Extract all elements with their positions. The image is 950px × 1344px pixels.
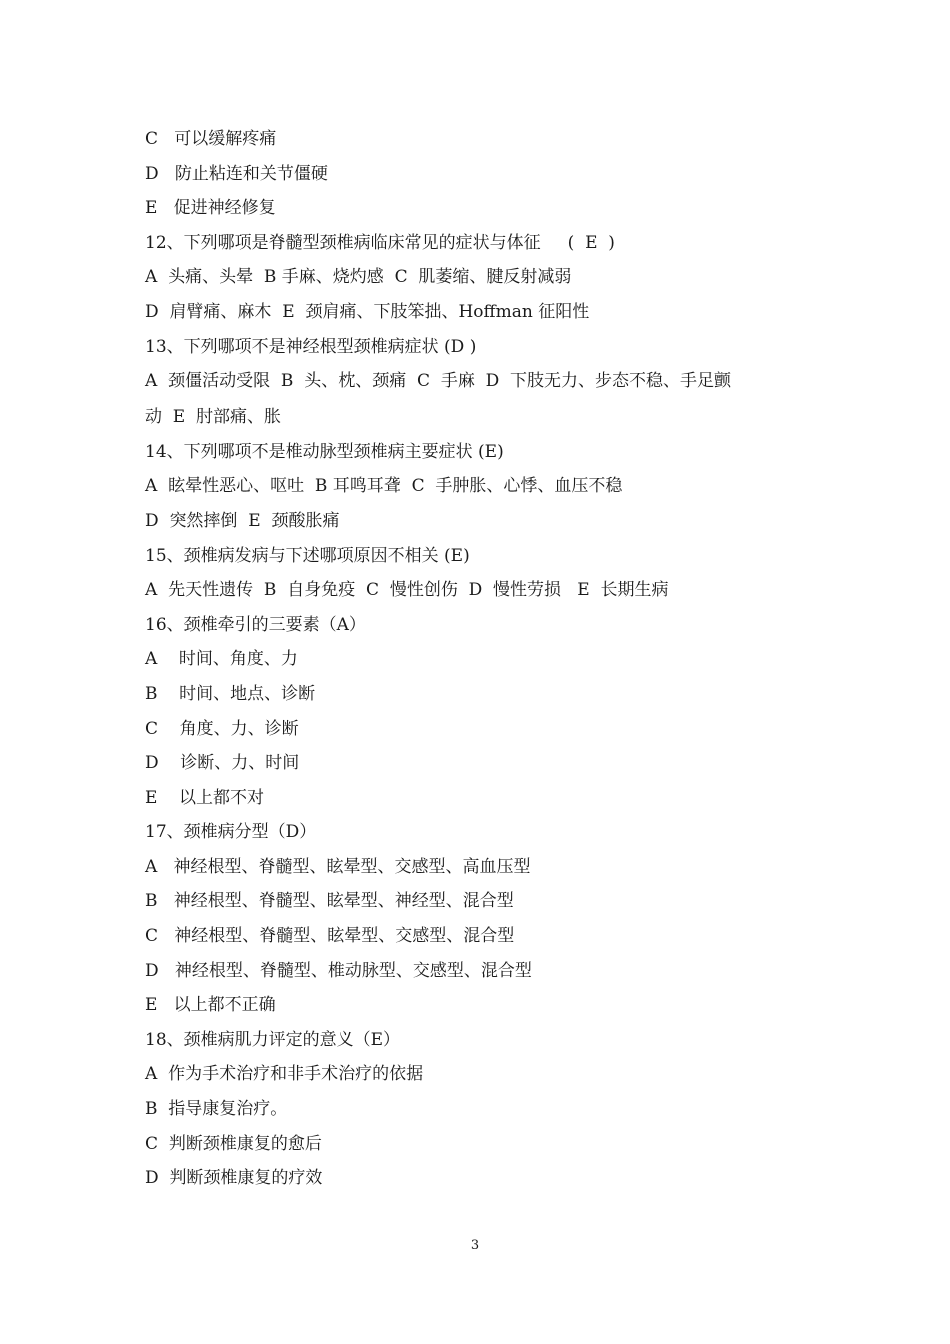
question-line: 12、下列哪项是脊髓型颈椎病临床常见的症状与体征 ( E ) — [145, 232, 615, 253]
option-line: C 神经根型、脊髓型、眩晕型、交感型、混合型 — [145, 926, 515, 947]
question-line: 15、颈椎病发病与下述哪项原因不相关 (E) — [145, 545, 470, 566]
option-line: E 促进神经修复 — [145, 198, 276, 219]
option-line: 动 E 肘部痛、胀 — [145, 406, 282, 427]
option-line: E 以上都不正确 — [145, 995, 276, 1016]
page-number: 3 — [470, 1238, 480, 1253]
question-line: 17、颈椎病分型（D） — [145, 822, 317, 843]
option-line: B 时间、地点、诊断 — [145, 683, 316, 704]
option-line: A 作为手术治疗和非手术治疗的依据 — [145, 1064, 424, 1085]
option-line: C 角度、力、诊断 — [145, 718, 299, 739]
option-line: B 指导康复治疗。 — [145, 1099, 288, 1120]
option-line: E 以上都不对 — [145, 787, 265, 808]
question-line: 13、下列哪项不是神经根型颈椎病症状 (D ) — [145, 336, 477, 357]
option-line: C 可以缓解疼痛 — [145, 129, 277, 149]
option-line: A 时间、角度、力 — [145, 649, 298, 670]
option-line: C 判断颈椎康复的愈后 — [145, 1133, 322, 1154]
option-line: D 突然摔倒 E 颈酸胀痛 — [145, 510, 340, 531]
option-line: D 防止粘连和关节僵硬 — [145, 163, 328, 184]
option-line: D 神经根型、脊髓型、椎动脉型、交感型、混合型 — [145, 960, 532, 981]
question-text-block — [145, 122, 815, 1196]
option-line: A 先天性遗传 B 自身免疫 C 慢性创伤 D 慢性劳损 E 长期生病 — [145, 580, 669, 601]
question-line: 16、颈椎牵引的三要素（A） — [145, 614, 366, 635]
option-line: D 判断颈椎康复的疗效 — [145, 1168, 323, 1189]
option-line: A 头痛、头晕 B 手麻、烧灼感 C 肌萎缩、腱反射减弱 — [145, 267, 572, 288]
option-line: D 肩臂痛、麻木 E 颈肩痛、下肢笨拙、Hoffman 征阳性 — [145, 301, 590, 322]
option-line: A 眩晕性恶心、呕吐 B 耳鸣耳聋 C 手肿胀、心悸、血压不稳 — [145, 476, 623, 497]
question-line: 18、颈椎病肌力评定的意义（E） — [145, 1029, 401, 1050]
option-line: D 诊断、力、时间 — [145, 753, 300, 774]
option-line: A 神经根型、脊髓型、眩晕型、交感型、高血压型 — [145, 856, 531, 877]
option-line: B 神经根型、脊髓型、眩晕型、神经型、混合型 — [145, 891, 514, 912]
option-line: A 颈僵活动受限 B 头、枕、颈痛 C 手麻 D 下肢无力、步态不稳、手足颤 — [145, 371, 732, 392]
question-line: 14、下列哪项不是椎动脉型颈椎病主要症状 (E) — [145, 441, 504, 462]
